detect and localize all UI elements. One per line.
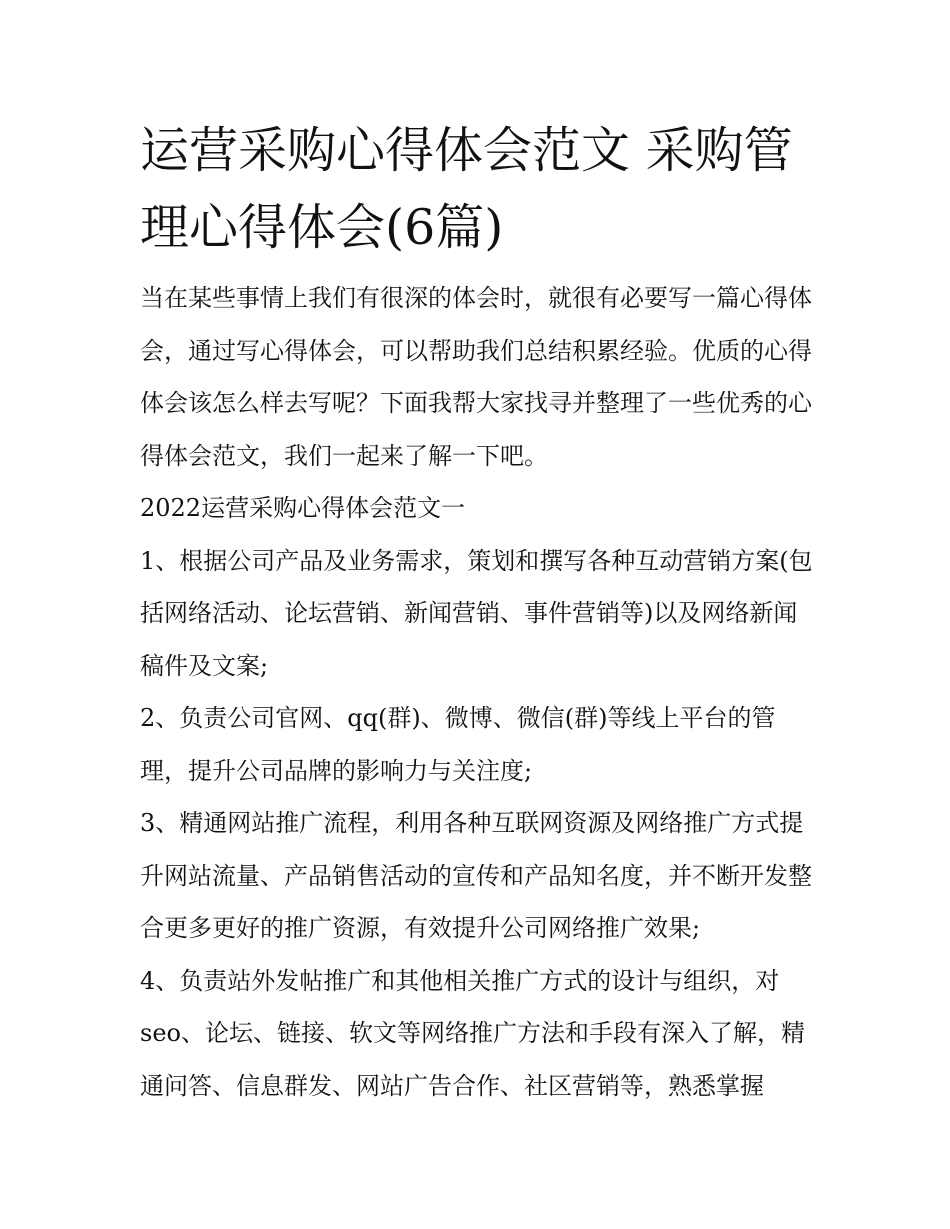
intro-paragraph: 当在某些事情上我们有很深的体会时，就很有必要写一篇心得体会，通过写心得体会，可以帮助我们总结积累经验。优质的心得体会该怎么样去写呢？下面我帮大家找寻并整理了一些优秀的心得体会范文，我们一起来了解一下吧。 <box>140 284 812 470</box>
list-item: 2、负责公司官网、qq(群)、微博、微信(群)等线上平台的管理，提升公司品牌的影响力与关注度; <box>140 704 776 785</box>
document-body <box>140 112 820 1112</box>
list-item: 4、负责站外发帖推广和其他相关推广方式的设计与组织，对seo、论坛、链接、软文等网络推广方法和手段有深入了解，精通问答、信息群发、网站广告合作、社区营销等，熟悉掌握 <box>140 966 805 1100</box>
list-item: 1、根据公司产品及业务需求，策划和撰写各种互动营销方案(包括网络活动、论坛营销、新闻营销、事件营销等)以及网络新闻稿件及文案; <box>140 546 813 680</box>
section-heading: 2022运营采购心得体会范文一 <box>140 494 466 522</box>
list-item: 3、精通网站推广流程，利用各种互联网资源及网络推广方式提升网站流量、产品销售活动的宣传和产品知名度，并不断开发整合更多更好的推广资源，有效提升公司网络推广效果; <box>140 809 812 942</box>
document-title: 运营采购心得体会范文 采购管理心得体会(6篇) <box>140 122 793 256</box>
